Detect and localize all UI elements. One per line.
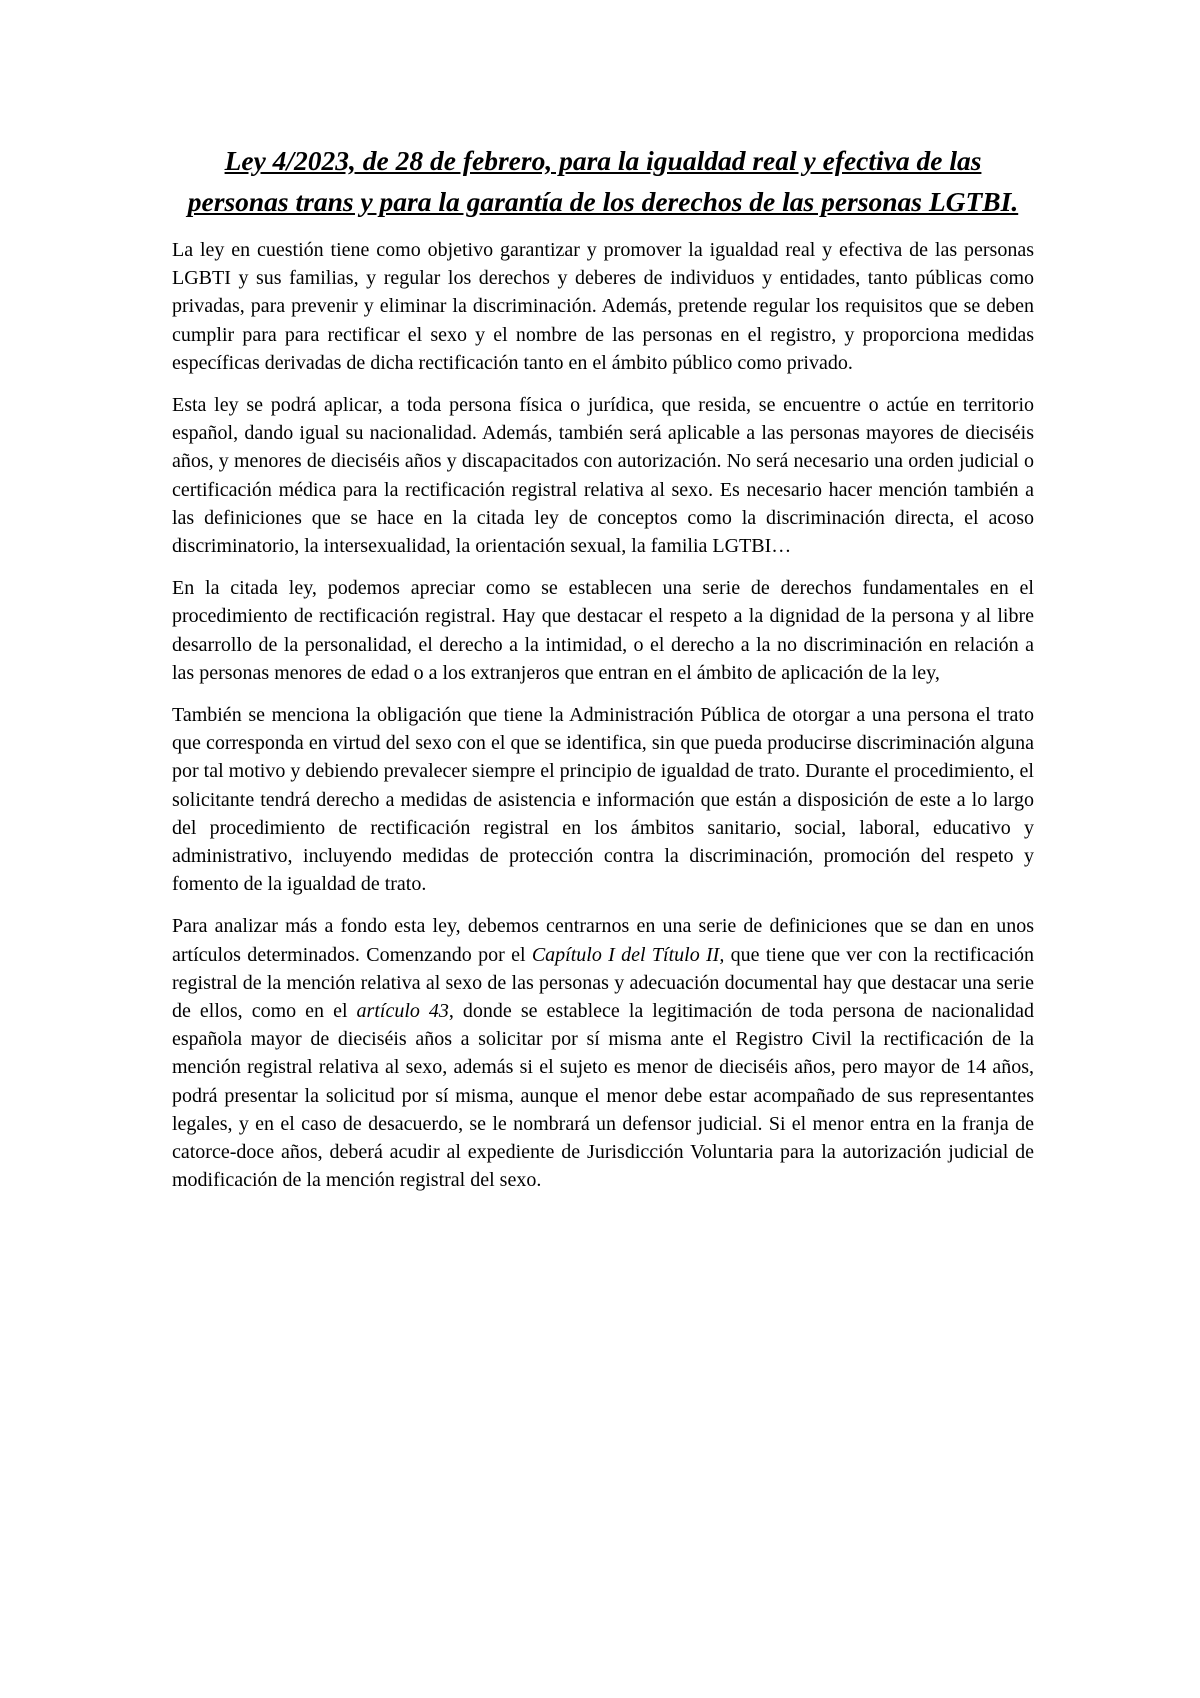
chapter-reference: Capítulo I del Título II, (531, 943, 725, 966)
paragraph-objective: La ley en cuestión tiene como objetivo garantizar y promover la igualdad real y efectiva de las personas LGBTI y sus familias, y regular los derechos y deberes de individuos y entidades, tanto públicas como privadas, para prevenir y eliminar la discriminación. Además, pretende regular los requisitos que se deben cumplir para para rectificar el sexo y el nombre de las personas en el registro, y proporciona medidas específicas derivadas de dicha rectificación tanto en el ámbito público como privado. (172, 239, 1034, 374)
analysis-text-1: Para analizar más a fondo esta ley, debemos centrarnos en una serie de definiciones que se dan en unos artículos determinados. Comenzando por el (172, 915, 1034, 966)
paragraph-administration: También se menciona la obligación que tiene la Administración Pública de otorgar a una persona el trato que corresponda en virtud del sexo con el que se identifica, sin que pueda producirse discriminación alguna por tal motivo y debiendo prevalecer siempre el principio de igualdad de trato. Durante el procedimiento, el solicitante tendrá derecho a medidas de asistencia e información que están a disposición de este a lo largo del procedimiento de rectificación registral en los ámbitos sanitario, social, laboral, educativo y administrativo, incluyendo medidas de protección contra la discriminación, promoción del respeto y fomento de la igualdad de trato. (172, 704, 1034, 896)
paragraph-rights: En la citada ley, podemos apreciar como se establecen una serie de derechos fundamentales en el procedimiento de rectificación registral. Hay que destacar el respeto a la dignidad de la persona y al libre desarrollo de la personalidad, el derecho a la intimidad, o el derecho a la no discriminación en relación a las personas menores de edad o a los extranjeros que entran en el ámbito de aplicación de la ley, (172, 577, 1034, 684)
article-reference: artículo 43 (356, 1000, 449, 1023)
document-page (172, 140, 1034, 1209)
analysis-text-2: que tiene que ver con la rectificación registral de la mención relativa al sexo de las personas y adecuación documental hay que destacar una serie de ellos, como en el (172, 943, 1035, 1023)
paragraph-scope: Esta ley se podrá aplicar, a toda persona física o jurídica, que resida, se encuentre o actúe en territorio español, dando igual su nacionalidad. Además, también será aplicable a las personas mayores de dieciséis años, y menores de dieciséis años y discapacitados con autorización. No será necesario una orden judicial o certificación médica para la rectificación registral relativa al sexo. Es necesario hacer mención también a las definiciones que se hace en la citada ley de conceptos como la discriminación directa, el acoso discriminatorio, la intersexualidad, la orientación sexual, la familia LGTBI… (172, 394, 1034, 558)
paragraph-analysis (172, 912, 1034, 1194)
analysis-text-3: , donde se establece la legitimación de toda persona de nacionalidad española mayor de dieciséis años a solicitar por sí misma ante el Registro Civil la rectificación de la mención registral relativa al sexo, además si el sujeto es menor de dieciséis años, pero mayor de 14 años, podrá presentar la solicitud por sí misma, aunque el menor debe estar acompañado de sus representantes legales, y en el caso de desacuerdo, se le nombrará un defensor judicial. Si el menor entra en la franja de catorce-doce años, deberá acudir al expediente de Jurisdicción Voluntaria para la autorización judicial de modificación de la mención registral del sexo. (172, 1000, 1034, 1192)
document-title: Ley 4/2023, de 28 de febrero, para la igualdad real y efectiva de las personas trans y para la garantía de los derechos de las personas LGTBI. (187, 145, 1019, 217)
